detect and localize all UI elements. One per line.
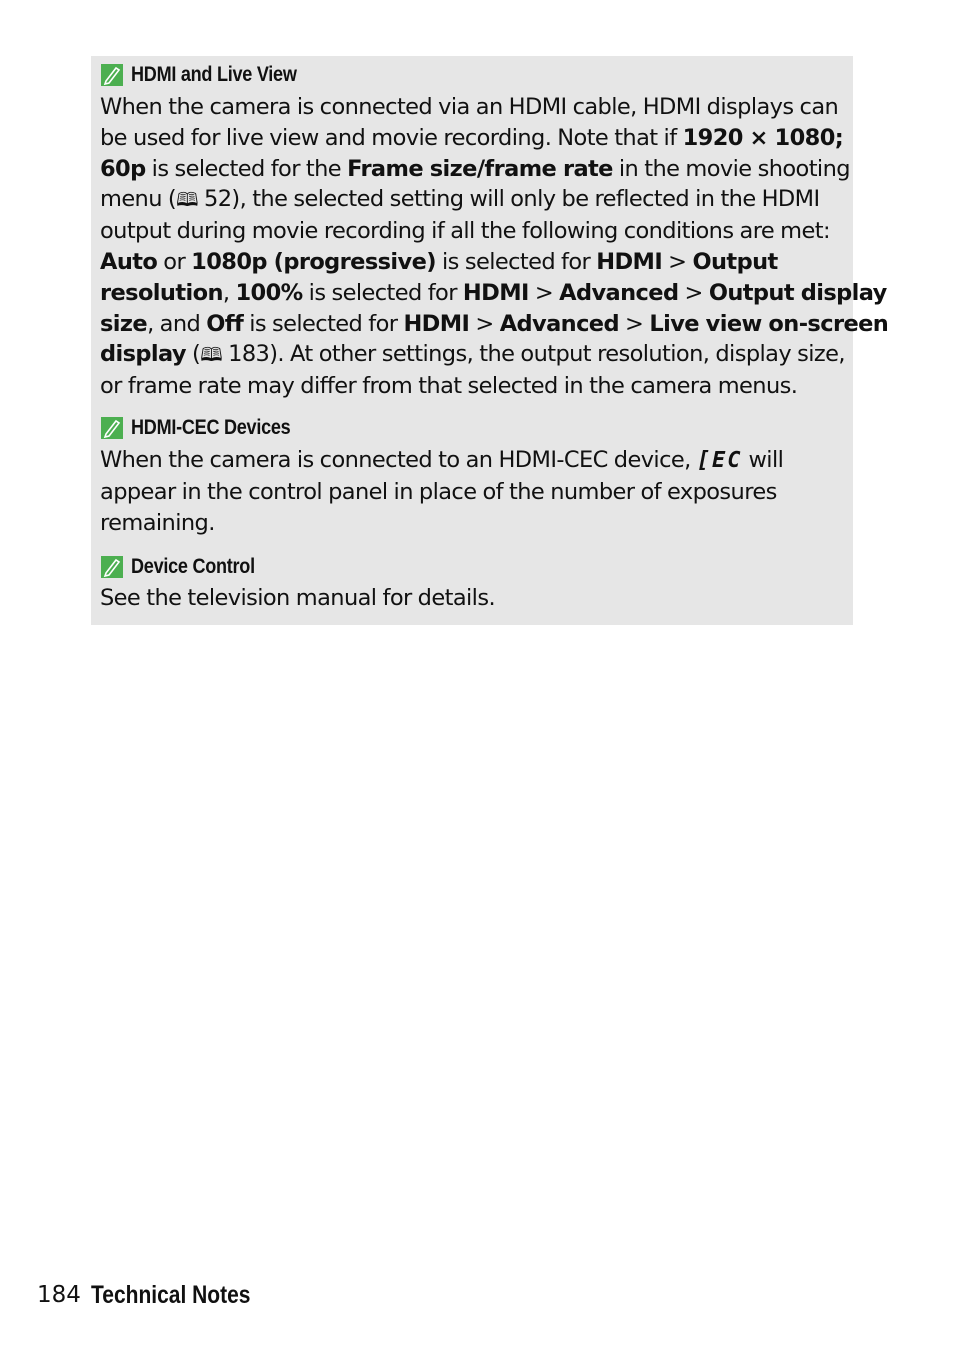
- text-line: [100, 339, 852, 371]
- text-line: [100, 309, 889, 340]
- text-run: See the television manual for details.: [100, 585, 495, 611]
- text-run: appear in the control panel in place of the number of exposures: [100, 478, 777, 505]
- note-title: HDMI and Live View: [131, 63, 297, 86]
- note-body-hdmi-live-view: [100, 92, 889, 402]
- text-run: is selected for the: [145, 155, 348, 182]
- bold-term: HDMI: [462, 279, 529, 306]
- page-reference-book-icon: 🕮: [176, 189, 198, 212]
- text-line: [100, 278, 887, 309]
- text-run: , and: [147, 310, 207, 337]
- text-run: >: [662, 248, 693, 275]
- bold-term: 1080p (progressive): [191, 248, 436, 275]
- text-run: is selected for: [302, 279, 463, 306]
- text-line: [100, 154, 852, 185]
- note-heading-hdmi-live-view: [101, 62, 324, 88]
- bold-term: Advanced: [499, 310, 619, 337]
- page-reference-book-icon: 🕮: [200, 344, 223, 367]
- text-run: >: [678, 279, 709, 306]
- text-line: [100, 583, 852, 614]
- page-number: 184: [37, 1282, 81, 1308]
- text-line: [100, 123, 852, 154]
- pencil-note-icon: [101, 64, 123, 86]
- note-body-device-control: [100, 583, 852, 614]
- text-run: or: [157, 248, 192, 275]
- text-line: [100, 371, 852, 402]
- bold-term: Live view on-screen: [649, 310, 889, 337]
- text-line: [100, 508, 852, 539]
- text-run: in the movie shooting: [612, 155, 850, 182]
- bold-term: Off: [206, 310, 244, 337]
- bold-term: Frame size/frame rate: [347, 155, 613, 182]
- text-run: is selected for: [243, 310, 404, 337]
- bold-term: HDMI: [596, 248, 663, 275]
- bold-term: Advanced: [559, 279, 679, 306]
- text-run: be used for live view and movie recording. Note that if: [100, 124, 683, 151]
- text-run: >: [618, 310, 650, 337]
- text-line: [100, 445, 852, 477]
- page-footer: [37, 1278, 281, 1312]
- pencil-note-icon: [101, 417, 123, 439]
- pencil-note-icon: [101, 556, 123, 578]
- note-body-hdmi-cec-devices: [100, 445, 852, 538]
- bold-term: Auto: [100, 248, 158, 275]
- section-title: Technical Notes: [90, 1280, 251, 1309]
- text-run: >: [528, 279, 560, 306]
- bold-term: Output: [692, 248, 778, 275]
- text-run: (: [186, 341, 201, 368]
- note-heading-device-control: [101, 554, 275, 580]
- text-run: 183). At other settings, the output resolution, display size,: [222, 341, 845, 368]
- bold-term: HDMI: [403, 310, 470, 337]
- text-line: [100, 477, 852, 508]
- text-line: [100, 92, 852, 123]
- text-run: ,: [222, 279, 236, 306]
- text-run: >: [469, 310, 500, 337]
- text-run: When the camera is connected to an HDMI-CEC device,: [100, 447, 697, 473]
- text-line: [100, 247, 852, 278]
- text-run: will: [742, 447, 784, 473]
- text-line: [100, 216, 852, 247]
- note-title: Device Control: [131, 555, 255, 578]
- bold-term: display: [100, 341, 186, 368]
- text-run: is selected for: [435, 248, 597, 275]
- text-run: or frame rate may differ from that selected in the camera menus.: [100, 373, 798, 400]
- notes-box: [91, 56, 889, 625]
- bold-term: 100%: [235, 279, 303, 306]
- text-run: 52), the selected setting will only be reflected in the HDMI: [197, 186, 820, 213]
- text-run: When the camera is connected via an HDMI cable, HDMI displays can: [100, 94, 839, 120]
- note-heading-hdmi-cec-devices: [101, 415, 316, 441]
- text-run: output during movie recording if all the following conditions are met:: [100, 218, 830, 245]
- text-run: menu (: [100, 186, 177, 213]
- bold-term: resolution: [100, 279, 223, 306]
- note-title: HDMI-CEC Devices: [131, 416, 291, 439]
- text-line: [100, 184, 852, 216]
- cec-indicator-icon: [EC: [696, 448, 743, 473]
- bold-term: Output display: [708, 279, 887, 306]
- text-run: remaining.: [100, 509, 215, 536]
- bold-term: size: [100, 310, 148, 337]
- bold-term: 1920 × 1080;: [682, 124, 844, 151]
- bold-term: 60p: [100, 155, 146, 182]
